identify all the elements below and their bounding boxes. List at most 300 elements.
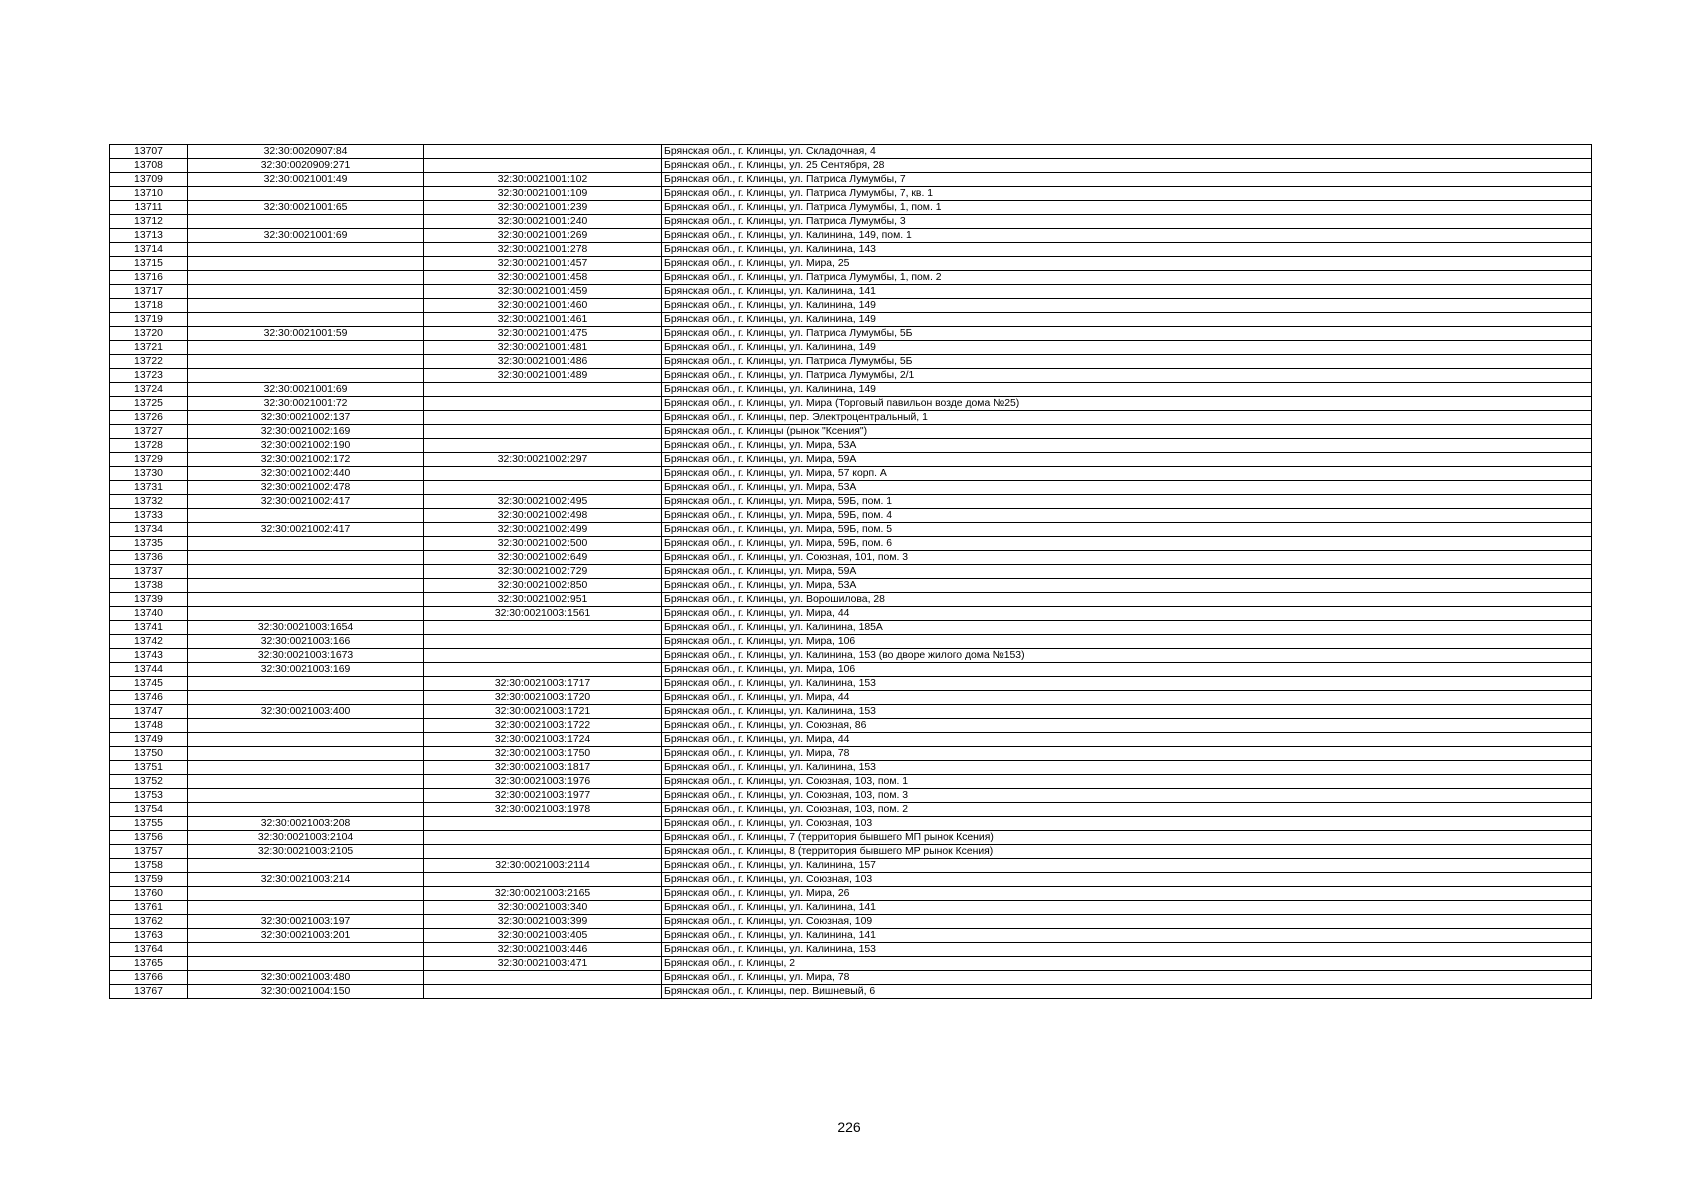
object-cadastral-number-cell (424, 397, 662, 411)
row-number-cell: 13725 (110, 397, 188, 411)
row-number-cell: 13745 (110, 677, 188, 691)
table-row (110, 565, 1592, 579)
row-number-cell: 13755 (110, 817, 188, 831)
object-cadastral-number-cell (424, 481, 662, 495)
table-row (110, 677, 1592, 691)
table-row (110, 915, 1592, 929)
table-row (110, 145, 1592, 159)
table-row (110, 831, 1592, 845)
table-row (110, 299, 1592, 313)
table-row (110, 929, 1592, 943)
table-row (110, 495, 1592, 509)
table-row (110, 411, 1592, 425)
object-cadastral-number-cell: 32:30:0021001:475 (424, 327, 662, 341)
table-row (110, 355, 1592, 369)
table-row (110, 271, 1592, 285)
table-row (110, 243, 1592, 257)
row-number-cell: 13736 (110, 551, 188, 565)
table-row (110, 313, 1592, 327)
land-cadastral-number-cell: 32:30:0021001:69 (188, 229, 424, 243)
row-number-cell: 13724 (110, 383, 188, 397)
row-number-cell: 13715 (110, 257, 188, 271)
address-cell: Брянская обл., г. Клинцы, ул. Мира, 44 (662, 733, 1592, 747)
land-cadastral-number-cell (188, 943, 424, 957)
land-cadastral-number-cell (188, 859, 424, 873)
land-cadastral-number-cell (188, 341, 424, 355)
table-row (110, 537, 1592, 551)
object-cadastral-number-cell: 32:30:0021001:481 (424, 341, 662, 355)
land-cadastral-number-cell (188, 579, 424, 593)
land-cadastral-number-cell (188, 313, 424, 327)
row-number-cell: 13708 (110, 159, 188, 173)
table-row (110, 257, 1592, 271)
address-cell: Брянская обл., г. Клинцы, ул. Союзная, 103 (662, 817, 1592, 831)
object-cadastral-number-cell (424, 873, 662, 887)
table-row (110, 845, 1592, 859)
land-cadastral-number-cell (188, 355, 424, 369)
land-cadastral-number-cell (188, 887, 424, 901)
object-cadastral-number-cell: 32:30:0021003:1977 (424, 789, 662, 803)
land-cadastral-number-cell (188, 677, 424, 691)
address-cell: Брянская обл., г. Клинцы, ул. Калинина, 149 (662, 341, 1592, 355)
address-cell: Брянская обл., г. Клинцы, ул. Мира, 26 (662, 887, 1592, 901)
object-cadastral-number-cell: 32:30:0021003:1976 (424, 775, 662, 789)
object-cadastral-number-cell: 32:30:0021002:951 (424, 593, 662, 607)
land-cadastral-number-cell (188, 607, 424, 621)
table-row (110, 159, 1592, 173)
address-cell: Брянская обл., г. Клинцы, ул. Калинина, 153 (662, 761, 1592, 775)
address-cell: Брянская обл., г. Клинцы, ул. Союзная, 109 (662, 915, 1592, 929)
land-cadastral-number-cell: 32:30:0021002:137 (188, 411, 424, 425)
land-cadastral-number-cell: 32:30:0021001:72 (188, 397, 424, 411)
address-cell: Брянская обл., г. Клинцы, ул. Мира, 59А (662, 453, 1592, 467)
land-cadastral-number-cell: 32:30:0021001:69 (188, 383, 424, 397)
land-cadastral-number-cell: 32:30:0021003:201 (188, 929, 424, 943)
page-number: 226 (837, 1119, 861, 1135)
table-row (110, 747, 1592, 761)
object-cadastral-number-cell (424, 467, 662, 481)
row-number-cell: 13719 (110, 313, 188, 327)
object-cadastral-number-cell: 32:30:0021002:500 (424, 537, 662, 551)
object-cadastral-number-cell: 32:30:0021003:1722 (424, 719, 662, 733)
table-row (110, 439, 1592, 453)
object-cadastral-number-cell (424, 649, 662, 663)
table-row (110, 551, 1592, 565)
object-cadastral-number-cell: 32:30:0021001:457 (424, 257, 662, 271)
table-row (110, 691, 1592, 705)
land-cadastral-number-cell (188, 957, 424, 971)
land-cadastral-number-cell: 32:30:0021002:417 (188, 523, 424, 537)
address-cell: Брянская обл., г. Клинцы, ул. Калинина, 185А (662, 621, 1592, 635)
address-cell: Брянская обл., г. Клинцы, ул. Калинина, 153 (662, 705, 1592, 719)
address-cell: Брянская обл., г. Клинцы, ул. Калинина, 143 (662, 243, 1592, 257)
address-cell: Брянская обл., г. Клинцы, ул. Калинина, 141 (662, 901, 1592, 915)
row-number-cell: 13765 (110, 957, 188, 971)
row-number-cell: 13723 (110, 369, 188, 383)
address-cell: Брянская обл., г. Клинцы, пер. Вишневый, 6 (662, 985, 1592, 999)
row-number-cell: 13759 (110, 873, 188, 887)
row-number-cell: 13734 (110, 523, 188, 537)
object-cadastral-number-cell (424, 159, 662, 173)
land-cadastral-number-cell: 32:30:0021002:478 (188, 481, 424, 495)
land-cadastral-number-cell: 32:30:0021003:400 (188, 705, 424, 719)
table-row (110, 369, 1592, 383)
object-cadastral-number-cell: 32:30:0021002:649 (424, 551, 662, 565)
row-number-cell: 13749 (110, 733, 188, 747)
object-cadastral-number-cell: 32:30:0021003:1724 (424, 733, 662, 747)
table-row (110, 663, 1592, 677)
address-cell: Брянская обл., г. Клинцы, ул. Мира, 59Б, пом. 4 (662, 509, 1592, 523)
land-cadastral-number-cell (188, 243, 424, 257)
land-cadastral-number-cell (188, 761, 424, 775)
table-row (110, 383, 1592, 397)
address-cell: Брянская обл., г. Клинцы, 2 (662, 957, 1592, 971)
object-cadastral-number-cell: 32:30:0021001:239 (424, 201, 662, 215)
land-cadastral-number-cell (188, 369, 424, 383)
object-cadastral-number-cell: 32:30:0021002:498 (424, 509, 662, 523)
table-row (110, 873, 1592, 887)
row-number-cell: 13717 (110, 285, 188, 299)
address-cell: Брянская обл., г. Клинцы, ул. Патриса Лумумбы, 5Б (662, 355, 1592, 369)
address-cell: Брянская обл., г. Клинцы, ул. Калинина, 153 (662, 943, 1592, 957)
object-cadastral-number-cell (424, 439, 662, 453)
object-cadastral-number-cell (424, 425, 662, 439)
address-cell: Брянская обл., г. Клинцы, ул. Мира, 59Б, пом. 6 (662, 537, 1592, 551)
object-cadastral-number-cell: 32:30:0021003:446 (424, 943, 662, 957)
land-cadastral-number-cell (188, 537, 424, 551)
table-row (110, 607, 1592, 621)
row-number-cell: 13756 (110, 831, 188, 845)
object-cadastral-number-cell (424, 971, 662, 985)
table-row (110, 817, 1592, 831)
table-row (110, 173, 1592, 187)
table-row (110, 509, 1592, 523)
object-cadastral-number-cell (424, 985, 662, 999)
table-row (110, 327, 1592, 341)
row-number-cell: 13764 (110, 943, 188, 957)
land-cadastral-number-cell (188, 299, 424, 313)
object-cadastral-number-cell: 32:30:0021001:102 (424, 173, 662, 187)
row-number-cell: 13733 (110, 509, 188, 523)
land-cadastral-number-cell (188, 775, 424, 789)
table-row (110, 187, 1592, 201)
land-cadastral-number-cell (188, 509, 424, 523)
object-cadastral-number-cell: 32:30:0021003:1750 (424, 747, 662, 761)
table-row (110, 467, 1592, 481)
table-row (110, 803, 1592, 817)
land-cadastral-number-cell: 32:30:0021002:190 (188, 439, 424, 453)
address-cell: Брянская обл., г. Клинцы, ул. Мира, 78 (662, 971, 1592, 985)
object-cadastral-number-cell: 32:30:0021002:495 (424, 495, 662, 509)
object-cadastral-number-cell: 32:30:0021002:850 (424, 579, 662, 593)
object-cadastral-number-cell: 32:30:0021001:489 (424, 369, 662, 383)
land-cadastral-number-cell: 32:30:0020907:84 (188, 145, 424, 159)
address-cell: Брянская обл., г. Клинцы, ул. Патриса Лумумбы, 5Б (662, 327, 1592, 341)
address-cell: Брянская обл., г. Клинцы, ул. Мира, 53А (662, 579, 1592, 593)
address-cell: Брянская обл., г. Клинцы (рынок "Ксения") (662, 425, 1592, 439)
object-cadastral-number-cell: 32:30:0021001:269 (424, 229, 662, 243)
land-cadastral-number-cell (188, 215, 424, 229)
object-cadastral-number-cell: 32:30:0021001:109 (424, 187, 662, 201)
object-cadastral-number-cell: 32:30:0021001:460 (424, 299, 662, 313)
row-number-cell: 13738 (110, 579, 188, 593)
table-row (110, 523, 1592, 537)
address-cell: Брянская обл., г. Клинцы, ул. Мира, 78 (662, 747, 1592, 761)
object-cadastral-number-cell: 32:30:0021003:1817 (424, 761, 662, 775)
row-number-cell: 13740 (110, 607, 188, 621)
address-cell: Брянская обл., г. Клинцы, ул. Калинина, 153 (662, 677, 1592, 691)
object-cadastral-number-cell (424, 831, 662, 845)
table-row (110, 201, 1592, 215)
row-number-cell: 13750 (110, 747, 188, 761)
address-cell: Брянская обл., г. Клинцы, ул. Мира, 53А (662, 481, 1592, 495)
object-cadastral-number-cell: 32:30:0021003:399 (424, 915, 662, 929)
land-cadastral-number-cell (188, 733, 424, 747)
table-row (110, 481, 1592, 495)
table-row (110, 859, 1592, 873)
row-number-cell: 13748 (110, 719, 188, 733)
registry-table-body (110, 145, 1592, 999)
land-cadastral-number-cell (188, 257, 424, 271)
table-row (110, 775, 1592, 789)
address-cell: Брянская обл., г. Клинцы, ул. Патриса Лумумбы, 7, кв. 1 (662, 187, 1592, 201)
address-cell: Брянская обл., г. Клинцы, ул. Патриса Лумумбы, 1, пом. 1 (662, 201, 1592, 215)
table-row (110, 649, 1592, 663)
object-cadastral-number-cell: 32:30:0021003:2114 (424, 859, 662, 873)
object-cadastral-number-cell: 32:30:0021001:278 (424, 243, 662, 257)
land-cadastral-number-cell (188, 789, 424, 803)
table-row (110, 397, 1592, 411)
row-number-cell: 13766 (110, 971, 188, 985)
row-number-cell: 13753 (110, 789, 188, 803)
table-row (110, 985, 1592, 999)
row-number-cell: 13721 (110, 341, 188, 355)
address-cell: Брянская обл., г. Клинцы, ул. Калинина, 157 (662, 859, 1592, 873)
address-cell: Брянская обл., г. Клинцы, ул. Калинина, 149 (662, 299, 1592, 313)
land-cadastral-number-cell: 32:30:0021003:197 (188, 915, 424, 929)
object-cadastral-number-cell (424, 621, 662, 635)
land-cadastral-number-cell: 32:30:0021003:1673 (188, 649, 424, 663)
address-cell: Брянская обл., г. Клинцы, ул. Союзная, 101, пом. 3 (662, 551, 1592, 565)
row-number-cell: 13727 (110, 425, 188, 439)
land-cadastral-number-cell (188, 551, 424, 565)
land-cadastral-number-cell: 32:30:0021002:172 (188, 453, 424, 467)
address-cell: Брянская обл., г. Клинцы, ул. Мира, 44 (662, 691, 1592, 705)
object-cadastral-number-cell: 32:30:0021002:729 (424, 565, 662, 579)
row-number-cell: 13726 (110, 411, 188, 425)
row-number-cell: 13714 (110, 243, 188, 257)
object-cadastral-number-cell (424, 145, 662, 159)
row-number-cell: 13731 (110, 481, 188, 495)
object-cadastral-number-cell: 32:30:0021003:405 (424, 929, 662, 943)
land-cadastral-number-cell (188, 565, 424, 579)
object-cadastral-number-cell: 32:30:0021003:471 (424, 957, 662, 971)
address-cell: Брянская обл., г. Клинцы, ул. Союзная, 103, пом. 2 (662, 803, 1592, 817)
table-row (110, 621, 1592, 635)
address-cell: Брянская обл., г. Клинцы, ул. Мира, 59Б, пом. 1 (662, 495, 1592, 509)
land-cadastral-number-cell: 32:30:0021002:169 (188, 425, 424, 439)
table-row (110, 705, 1592, 719)
object-cadastral-number-cell: 32:30:0021001:240 (424, 215, 662, 229)
land-cadastral-number-cell: 32:30:0021001:65 (188, 201, 424, 215)
object-cadastral-number-cell: 32:30:0021003:1561 (424, 607, 662, 621)
row-number-cell: 13758 (110, 859, 188, 873)
row-number-cell: 13735 (110, 537, 188, 551)
address-cell: Брянская обл., г. Клинцы, ул. Калинина, 141 (662, 929, 1592, 943)
address-cell: Брянская обл., г. Клинцы, ул. Мира, 59А (662, 565, 1592, 579)
object-cadastral-number-cell: 32:30:0021003:1720 (424, 691, 662, 705)
table-row (110, 229, 1592, 243)
row-number-cell: 13729 (110, 453, 188, 467)
row-number-cell: 13767 (110, 985, 188, 999)
row-number-cell: 13739 (110, 593, 188, 607)
address-cell: Брянская обл., г. Клинцы, ул. Мира, 57 корп. А (662, 467, 1592, 481)
land-cadastral-number-cell (188, 747, 424, 761)
table-row (110, 887, 1592, 901)
table-row (110, 215, 1592, 229)
object-cadastral-number-cell (424, 845, 662, 859)
address-cell: Брянская обл., г. Клинцы, ул. Патриса Лумумбы, 3 (662, 215, 1592, 229)
row-number-cell: 13716 (110, 271, 188, 285)
row-number-cell: 13720 (110, 327, 188, 341)
row-number-cell: 13744 (110, 663, 188, 677)
address-cell: Брянская обл., г. Клинцы, ул. Союзная, 103, пом. 3 (662, 789, 1592, 803)
address-cell: Брянская обл., г. Клинцы, ул. Мира, 44 (662, 607, 1592, 621)
object-cadastral-number-cell: 32:30:0021001:459 (424, 285, 662, 299)
object-cadastral-number-cell (424, 663, 662, 677)
object-cadastral-number-cell: 32:30:0021002:499 (424, 523, 662, 537)
address-cell: Брянская обл., г. Клинцы, ул. Калинина, 149 (662, 383, 1592, 397)
land-cadastral-number-cell: 32:30:0021003:166 (188, 635, 424, 649)
address-cell: Брянская обл., г. Клинцы, ул. Калинина, 149, пом. 1 (662, 229, 1592, 243)
address-cell: Брянская обл., г. Клинцы, ул. Мира, 25 (662, 257, 1592, 271)
object-cadastral-number-cell: 32:30:0021002:297 (424, 453, 662, 467)
object-cadastral-number-cell: 32:30:0021003:1717 (424, 677, 662, 691)
object-cadastral-number-cell: 32:30:0021003:2165 (424, 887, 662, 901)
land-cadastral-number-cell: 32:30:0021003:2104 (188, 831, 424, 845)
table-row (110, 789, 1592, 803)
row-number-cell: 13707 (110, 145, 188, 159)
address-cell: Брянская обл., г. Клинцы, ул. Союзная, 86 (662, 719, 1592, 733)
row-number-cell: 13732 (110, 495, 188, 509)
row-number-cell: 13754 (110, 803, 188, 817)
object-cadastral-number-cell (424, 411, 662, 425)
table-row (110, 593, 1592, 607)
land-cadastral-number-cell: 32:30:0021002:440 (188, 467, 424, 481)
address-cell: Брянская обл., г. Клинцы, ул. 25 Сентября, 28 (662, 159, 1592, 173)
address-cell: Брянская обл., г. Клинцы, пер. Электроцентральный, 1 (662, 411, 1592, 425)
land-cadastral-number-cell: 32:30:0021001:59 (188, 327, 424, 341)
row-number-cell: 13711 (110, 201, 188, 215)
table-row (110, 761, 1592, 775)
land-cadastral-number-cell: 32:30:0021003:2105 (188, 845, 424, 859)
row-number-cell: 13743 (110, 649, 188, 663)
land-cadastral-number-cell (188, 901, 424, 915)
address-cell: Брянская обл., г. Клинцы, ул. Мира, 53А (662, 439, 1592, 453)
row-number-cell: 13718 (110, 299, 188, 313)
row-number-cell: 13728 (110, 439, 188, 453)
object-cadastral-number-cell: 32:30:0021003:1978 (424, 803, 662, 817)
land-cadastral-number-cell (188, 187, 424, 201)
row-number-cell: 13709 (110, 173, 188, 187)
land-cadastral-number-cell (188, 285, 424, 299)
table-row (110, 341, 1592, 355)
table-row (110, 957, 1592, 971)
address-cell: Брянская обл., г. Клинцы, ул. Ворошилова, 28 (662, 593, 1592, 607)
row-number-cell: 13737 (110, 565, 188, 579)
land-cadastral-number-cell (188, 271, 424, 285)
address-cell: Брянская обл., г. Клинцы, 7 (территория бывшего МП рынок Ксения) (662, 831, 1592, 845)
row-number-cell: 13761 (110, 901, 188, 915)
table-row (110, 425, 1592, 439)
row-number-cell: 13722 (110, 355, 188, 369)
land-cadastral-number-cell: 32:30:0021004:150 (188, 985, 424, 999)
land-cadastral-number-cell: 32:30:0021002:417 (188, 495, 424, 509)
address-cell: Брянская обл., г. Клинцы, ул. Союзная, 103, пом. 1 (662, 775, 1592, 789)
table-row (110, 719, 1592, 733)
address-cell: Брянская обл., г. Клинцы, ул. Мира (Торговый павильон возде дома №25) (662, 397, 1592, 411)
table-row (110, 971, 1592, 985)
object-cadastral-number-cell (424, 635, 662, 649)
address-cell: Брянская обл., г. Клинцы, ул. Складочная, 4 (662, 145, 1592, 159)
land-cadastral-number-cell: 32:30:0021003:1654 (188, 621, 424, 635)
land-cadastral-number-cell: 32:30:0021003:214 (188, 873, 424, 887)
address-cell: Брянская обл., г. Клинцы, ул. Калинина, 153 (во дворе жилого дома №153) (662, 649, 1592, 663)
object-cadastral-number-cell: 32:30:0021001:458 (424, 271, 662, 285)
address-cell: Брянская обл., г. Клинцы, ул. Калинина, 149 (662, 313, 1592, 327)
table-row (110, 943, 1592, 957)
land-cadastral-number-cell: 32:30:0021003:169 (188, 663, 424, 677)
address-cell: Брянская обл., г. Клинцы, ул. Союзная, 103 (662, 873, 1592, 887)
land-cadastral-number-cell (188, 691, 424, 705)
row-number-cell: 13730 (110, 467, 188, 481)
row-number-cell: 13746 (110, 691, 188, 705)
land-cadastral-number-cell (188, 719, 424, 733)
row-number-cell: 13760 (110, 887, 188, 901)
object-cadastral-number-cell: 32:30:0021001:486 (424, 355, 662, 369)
table-row (110, 579, 1592, 593)
row-number-cell: 13751 (110, 761, 188, 775)
land-cadastral-number-cell (188, 803, 424, 817)
object-cadastral-number-cell: 32:30:0021001:461 (424, 313, 662, 327)
table-row (110, 285, 1592, 299)
object-cadastral-number-cell (424, 383, 662, 397)
row-number-cell: 13757 (110, 845, 188, 859)
address-cell: Брянская обл., г. Клинцы, ул. Мира, 106 (662, 635, 1592, 649)
row-number-cell: 13710 (110, 187, 188, 201)
table-row (110, 901, 1592, 915)
row-number-cell: 13752 (110, 775, 188, 789)
cadastral-registry-table (109, 144, 1592, 999)
land-cadastral-number-cell: 32:30:0020909:271 (188, 159, 424, 173)
object-cadastral-number-cell: 32:30:0021003:1721 (424, 705, 662, 719)
row-number-cell: 13713 (110, 229, 188, 243)
object-cadastral-number-cell (424, 817, 662, 831)
row-number-cell: 13747 (110, 705, 188, 719)
row-number-cell: 13741 (110, 621, 188, 635)
row-number-cell: 13742 (110, 635, 188, 649)
row-number-cell: 13762 (110, 915, 188, 929)
table-row (110, 733, 1592, 747)
land-cadastral-number-cell (188, 593, 424, 607)
object-cadastral-number-cell: 32:30:0021003:340 (424, 901, 662, 915)
address-cell: Брянская обл., г. Клинцы, ул. Патриса Лумумбы, 7 (662, 173, 1592, 187)
address-cell: Брянская обл., г. Клинцы, ул. Калинина, 141 (662, 285, 1592, 299)
address-cell: Брянская обл., г. Клинцы, 8 (территория бывшего МР рынок Ксения) (662, 845, 1592, 859)
address-cell: Брянская обл., г. Клинцы, ул. Патриса Лумумбы, 1, пом. 2 (662, 271, 1592, 285)
land-cadastral-number-cell: 32:30:0021001:49 (188, 173, 424, 187)
row-number-cell: 13712 (110, 215, 188, 229)
